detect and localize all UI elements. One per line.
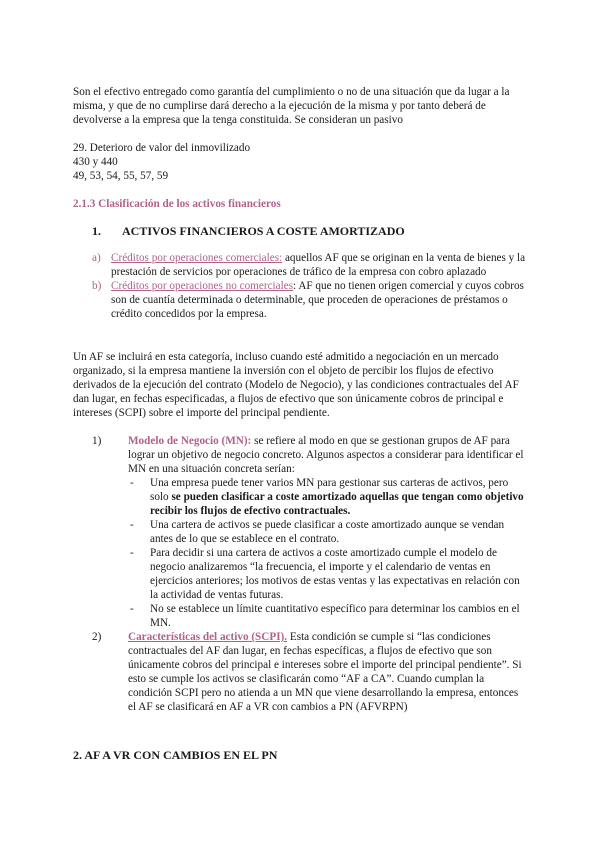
- list-item-text: Esta condición se cumple si “las condiciones contractuales del AF dan lugar, en fechas específicas, a flujos de efectivo que son únicamente cobros del principal e intereses sobre el importe del principal pendiente”. Si esto se cumple los activos se clasificarán como “AF a CA”. Cuando cumplan la condición SCPI pero no atienda a un MN que viene desarrollando la empresa, entonces el AF se clasificará en AF a VR con cambios a PN (AFVRPN): [128, 631, 522, 713]
- emphasis-text: se pueden clasificar a coste amortizado aquellas que tengan como objetivo recibir los flujos de efectivo contractuales.: [150, 491, 524, 517]
- dash-marker: -: [130, 547, 134, 559]
- list-item-text: : AF que no tienen origen comercial y cuyos cobros son de cuantía determinada o determinable, que proceden de operaciones de préstamos o crédito concedidos por la empresa.: [111, 280, 524, 320]
- deterioro-accounts-2: 49, 53, 54, 55, 57, 59: [73, 170, 169, 182]
- list-item: [128, 602, 528, 630]
- deterioro-accounts-1: 430 y 440: [73, 156, 118, 168]
- mn-aspects-list: [128, 476, 528, 630]
- intro-paragraph: Son el efectivo entregado como garantía del cumplimiento o no de una situación que da lugar a la misma, y que de no cumplirse dará derecho a la ejecución de la misma y por tanto deberá de devolverse a la empresa que la tenga constituida. Se consideran un pasivo: [73, 86, 510, 126]
- list-item: [92, 251, 528, 279]
- heading-number: 1.: [92, 224, 101, 238]
- list-item-text: aquellos AF que se originan en la venta de bienes y la prestación de servicios por operaciones de tráfico de la empresa con cobro aplazado: [111, 252, 526, 278]
- list-item: [92, 279, 528, 321]
- list-item-text: Para decidir si una cartera de activos a coste amortizado cumple el modelo de negocio analizaremos “la frecuencia, el importe y el calendario de ventas en ejercicios anteriores; los motivos de estas ventas y las expectativas en relación con la actividad de ventas futuras.: [150, 547, 520, 601]
- list-item-scpi: [92, 630, 528, 714]
- deterioro-title: 29. Deterioro de valor del inmovilizado: [73, 142, 251, 154]
- list-item: [128, 518, 528, 546]
- list-item: [128, 476, 528, 518]
- dash-marker: -: [130, 519, 134, 531]
- list-item-text: se refiere al modo en que se gestionan grupos de AF para lograr un objetivo de negocio concreto. Algunos aspectos a considerar para identificar el MN en una situación concreta serían:: [128, 435, 524, 475]
- term-creditos-no-comerciales: Créditos por operaciones no comerciales: [111, 280, 294, 292]
- list-marker: a): [92, 252, 101, 264]
- list-marker: 1): [92, 435, 102, 447]
- list-item-text: Una cartera de activos se puede clasificar a coste amortizado aunque se vendan antes de lo que se establece en el contrato.: [150, 519, 505, 545]
- dash-marker: -: [130, 477, 134, 489]
- deterioro-block: [73, 141, 373, 183]
- credit-types-list: [92, 251, 528, 321]
- list-marker: b): [92, 280, 102, 292]
- un-af-paragraph: Un AF se incluirá en esta categoría, incluso cuando esté admitido a negociación en un mercado organizado, si la empresa mantiene la inversión con el objeto de percibir los flujos de efectivo derivados de la ejecución del contrato (Modelo de Negocio), y las condiciones contractuales del AF dan lugar, en fechas especificadas, a flujos de efectivo que son únicamente cobros de principal e intereses (SCPI) sobre el importe del principal pendiente.: [73, 351, 519, 419]
- list-item: [128, 546, 528, 602]
- heading-af-vr-pn: 2. AF A VR CON CAMBIOS EN EL PN: [73, 748, 278, 762]
- term-caracteristicas-activo: Características del activo (SCPI).: [128, 631, 288, 643]
- heading-text: ACTIVOS FINANCIEROS A COSTE AMORTIZADO: [122, 224, 405, 238]
- term-modelo-negocio: Modelo de Negocio (MN):: [128, 435, 252, 447]
- list-item-text: No se establece un límite cuantitativo específico para determinar los cambios en el MN.: [150, 603, 520, 629]
- dash-marker: -: [130, 603, 134, 615]
- section-heading-2-1-3: 2.1.3 Clasificación de los activos financieros: [73, 198, 281, 210]
- heading-activos-coste-amortizado: [92, 224, 405, 238]
- term-creditos-comerciales: Créditos por operaciones comerciales:: [111, 252, 283, 264]
- list-marker: 2): [92, 631, 102, 643]
- criteria-list: [92, 434, 528, 714]
- list-item-modelo-negocio: [92, 434, 528, 476]
- list-item-text: Una empresa puede tener varios MN para gestionar sus carteras de activos, pero solo: [150, 477, 509, 503]
